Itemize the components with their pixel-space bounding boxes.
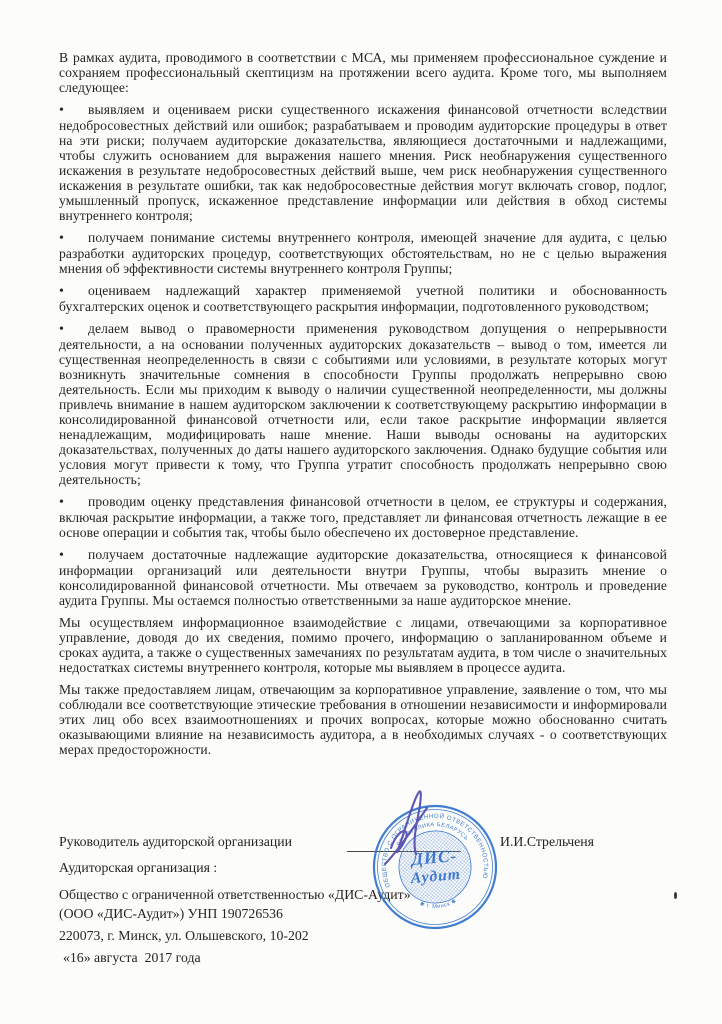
signature-stroke xyxy=(383,786,447,874)
bullet-item xyxy=(59,321,667,488)
bullet-item-text: оцениваем надлежащий характер применяемой учетной политики и обоснованность бухгалтерских оценок и соответствующего раскрытия информации, подготовленного руководством; xyxy=(59,282,667,314)
closing-paragraph: Мы осуществляем информационное взаимодействие с лицами, отвечающими за корпоративное управление, доводя до их сведения, помимо прочего, информацию о запланированном объеме и сроках аудита, а также о существенных замечаниях по результатам аудита, в том числе о значительных недостатках системы внутреннего контроля, которые мы выявляем в процессе аудита. xyxy=(59,614,667,675)
org-intro-label: Аудиторская организация : xyxy=(59,860,218,875)
intro-paragraph: В рамках аудита, проводимого в соответствии с МСА, мы применяем профессиональное суждение и сохраняем профессиональный скептицизм на протяжении всего аудита. Кроме того, мы выполняем следующее: xyxy=(59,50,667,96)
bullet-item-text: получаем достаточные надлежащие аудиторские доказательства, относящиеся к финансовой информации организаций или деятельности внутри Группы, чтобы выразить мнение о консолидированной финансовой отчетности. Мы отвечаем за руководство, контроль и проведение аудита Группы. Мы остаемся полностью ответственными за наше аудиторское мнение. xyxy=(59,546,667,609)
bullet-marker: • xyxy=(59,102,65,118)
org-unp-line: (ООО «ДИС-Аудит») УНП 190726536 xyxy=(59,906,283,921)
bullet-item xyxy=(59,547,667,608)
report-date: «16» августа 2017 года xyxy=(63,950,201,965)
bullet-marker: • xyxy=(59,495,65,511)
bullet-item-text: проводим оценку представления финансовой отчетности в целом, ее структуры и содержания, включая раскрытие информации, а также того, представляет ли финансовая отчетность лежащие в ее основе операции и события так, чтобы было обеспечено их достоверное представление. xyxy=(59,494,667,541)
bullet-item-text: получаем понимание системы внутреннего контроля, имеющей значение для аудита, с целью разработки аудиторских процедур, соответствующих обстоятельствам, но не с целью выражения мнения об эффективности системы внутреннего контроля Группы; xyxy=(59,230,667,277)
org-name-line: Общество с ограниченной ответственностью «ДИС-Аудит» xyxy=(59,887,411,902)
org-address-line: 220073, г. Минск, ул. Ольшевского, 10-202 xyxy=(59,928,309,943)
bullet-marker: • xyxy=(59,231,65,247)
bullet-marker: • xyxy=(59,547,65,563)
stamp-ring-text-outer: ОБЩЕСТВО С ОГРАНИЧЕННОЙ ОТВЕТСТВЕННОСТЬЮ xyxy=(380,812,490,889)
stamp-ring-text-inner: РЕСПУБЛИКА БЕЛАРУСЬ xyxy=(396,822,470,848)
bullet-item xyxy=(59,230,667,276)
bullet-item xyxy=(59,494,667,540)
report-body xyxy=(59,50,667,764)
stamp-ring-text-bottom: ✱ г. Минск ✱ xyxy=(418,898,458,911)
scan-speck xyxy=(674,892,677,899)
bullet-item xyxy=(59,102,667,224)
bullet-marker: • xyxy=(59,283,65,299)
bullet-item-text: выявляем и оцениваем риски существенного искажения финансовой отчетности вследствии недобросовестных действий или ошибок; разрабатываем и проводим аудиторские процедуры в ответ на эти риски; получаем аудиторские доказательства, являющиеся достаточными и надлежащими, чтобы служить основанием для выражения нашего мнения. Риск необнаружения существенного искажения в результате недобросовестных действий выше, чем риск необнаружения существенного искажения в результате ошибки, так как недобросовестные действия могут включать сговор, подлог, умышленный пропуск, искаженное представление информации или действия в обход системы внутреннего контроля; xyxy=(59,101,667,224)
closing-paragraph: Мы также предоставляем лицам, отвечающим за корпоративное управление, заявление о том, что мы соблюдали все соответствующие этические требования в отношении независимости и информировали этих лиц обо всех взаимоотношениях и прочих вопросах, которые можно обоснованно считать оказывающими влияние на независимость аудитора, а в необходимых случаях - о соответствующих мерах предосторожности. xyxy=(59,681,667,757)
stamp-center-line1: ДИС- xyxy=(410,846,458,869)
bullet-item xyxy=(59,283,667,314)
bullet-marker: • xyxy=(59,321,65,337)
signatory-name: И.И.Стрельченя xyxy=(500,834,594,849)
signatory-role-label: Руководитель аудиторской организации xyxy=(59,834,293,849)
stamp-center-line2: Аудит xyxy=(410,865,462,888)
bullet-item-text: делаем вывод о правомерности применения руководством допущения о непрерывности деятельности, а на основании полученных аудиторских доказательств – вывод о том, имеется ли существенная неопределенность в связи с событиями или условиями, в результате которых могут возникнуть значительные сомнения в способности Группы продолжать непрерывно свою деятельность. Если мы приходим к выводу о наличии существенной неопределенности, мы должны привлечь внимание в нашем аудиторском заключении к соответствующему раскрытию информации в консолидированной финансовой отчетности или, если такое раскрытие информации является ненадлежащим, модифицировать наше мнение. Наши выводы основаны на аудиторских доказательствах, полученных до даты нашего аудиторского заключения. Однако будущие события или условия могут привести к тому, что Группа утратит способность продолжать непрерывно свою деятельность; xyxy=(59,320,667,488)
